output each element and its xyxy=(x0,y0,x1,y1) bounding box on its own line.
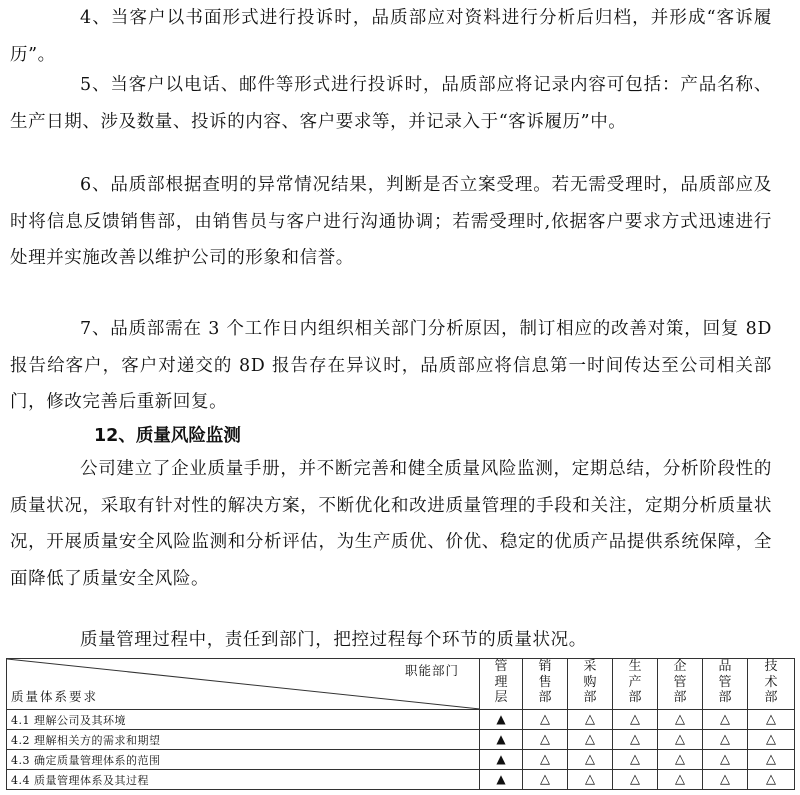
outline-triangle-icon: △ xyxy=(613,710,658,730)
outline-triangle-icon: △ xyxy=(748,730,795,750)
table-row xyxy=(7,770,795,790)
responsibility-table xyxy=(6,658,795,790)
outline-triangle-icon: △ xyxy=(658,730,703,750)
section-heading-12: 12、质量风险监测 xyxy=(94,426,241,446)
filled-triangle-icon: ▲ xyxy=(480,770,523,790)
outline-triangle-icon: △ xyxy=(703,750,748,770)
filled-triangle-icon: ▲ xyxy=(480,750,523,770)
dept-header-management: 管 理 层 xyxy=(480,659,523,710)
outline-triangle-icon: △ xyxy=(568,750,613,770)
paragraph-4: 4、当客户以书面形式进行投诉时，品质部应对资料进行分析后归档，并形成“客诉履历”。 xyxy=(10,8,772,65)
outline-triangle-icon: △ xyxy=(748,750,795,770)
paragraph-responsibility: 质量管理过程中，责任到部门，把控过程每个环节的质量状况。 xyxy=(80,630,587,650)
table-row xyxy=(7,750,795,770)
outline-triangle-icon: △ xyxy=(658,750,703,770)
dept-header-technical: 技 术 部 xyxy=(748,659,795,710)
requirement-label: 4.1 理解公司及其环境 xyxy=(7,710,480,730)
outline-triangle-icon: △ xyxy=(658,710,703,730)
outline-triangle-icon: △ xyxy=(703,770,748,790)
filled-triangle-icon: ▲ xyxy=(480,730,523,750)
outline-triangle-icon: △ xyxy=(703,710,748,730)
outline-triangle-icon: △ xyxy=(658,770,703,790)
dept-header-production: 生 产 部 xyxy=(613,659,658,710)
corner-label-requirements: 质量体系要求 xyxy=(11,689,99,704)
outline-triangle-icon: △ xyxy=(523,750,568,770)
dept-header-enterprise-mgmt: 企 管 部 xyxy=(658,659,703,710)
outline-triangle-icon: △ xyxy=(568,710,613,730)
filled-triangle-icon: ▲ xyxy=(480,710,523,730)
paragraph-6: 6、品质部根据查明的异常情况结果，判断是否立案受理。若无需受理时，品质部应及时将信息反馈销售部，由销售员与客户进行沟通协调；若需受理时,依据客户要求方式迅速进行处理并实施改善以维护公司的形象和信誉。 xyxy=(10,175,772,268)
outline-triangle-icon: △ xyxy=(568,770,613,790)
requirement-label: 4.2 理解相关方的需求和期望 xyxy=(7,730,480,750)
paragraph-quality-risk: 公司建立了企业质量手册，并不断完善和健全质量风险监测，定期总结，分析阶段性的质量状况，采取有针对性的解决方案，不断优化和改进质量管理的手段和关注，定期分析质量状况，开展质量安全风险监测和分析评估，为生产质优、价优、稳定的优质产品提供系统保障，全面降低了质量安全风险。 xyxy=(10,459,772,589)
requirement-label: 4.4 质量管理体系及其过程 xyxy=(7,770,480,790)
outline-triangle-icon: △ xyxy=(613,770,658,790)
outline-triangle-icon: △ xyxy=(703,730,748,750)
outline-triangle-icon: △ xyxy=(748,770,795,790)
outline-triangle-icon: △ xyxy=(523,730,568,750)
outline-triangle-icon: △ xyxy=(613,750,658,770)
outline-triangle-icon: △ xyxy=(523,710,568,730)
paragraph-7: 7、品质部需在 3 个工作日内组织相关部门分析原因，制订相应的改善对策，回复 8D 报告给客户，客户对递交的 8D 报告存在异议时，品质部应将信息第一时间传达至公司相关部门，修改完善后重新回复。 xyxy=(10,319,772,412)
dept-header-purchasing: 采 购 部 xyxy=(568,659,613,710)
dept-header-quality-mgmt: 品 管 部 xyxy=(703,659,748,710)
outline-triangle-icon: △ xyxy=(748,710,795,730)
dept-header-sales: 销 售 部 xyxy=(523,659,568,710)
table-header-row xyxy=(7,659,795,710)
corner-label-departments: 职能部门 xyxy=(404,663,459,678)
paragraph-5: 5、当客户以电话、邮件等形式进行投诉时，品质部应将记录内容可包括：产品名称、生产日期、涉及数量、投诉的内容、客户要求等，并记录入于“客诉履历”中。 xyxy=(10,75,772,132)
requirement-label: 4.3 确定质量管理体系的范围 xyxy=(7,750,480,770)
outline-triangle-icon: △ xyxy=(523,770,568,790)
table-row xyxy=(7,730,795,750)
table-row xyxy=(7,710,795,730)
outline-triangle-icon: △ xyxy=(568,730,613,750)
outline-triangle-icon: △ xyxy=(613,730,658,750)
table-corner-cell xyxy=(7,659,480,710)
